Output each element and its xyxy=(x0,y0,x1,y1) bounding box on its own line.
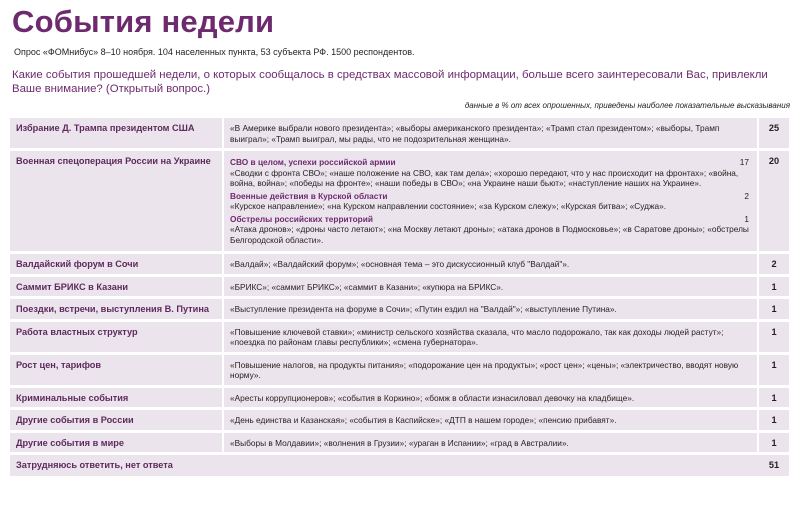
topic-value: 25 xyxy=(759,118,789,148)
results-table xyxy=(10,115,789,479)
table-row xyxy=(10,299,789,319)
page-title: События недели xyxy=(12,4,275,39)
topic-quotes: «В Америке выбрали нового президента»; «выборы американского президента»; «Трамп стал президентом»; «выборы, Трамп выиграл»; «Трамп выиграл, мы рады, что не подозрительная женщина». xyxy=(224,118,759,148)
topic-quotes: «Выступление президента на форуме в Сочи»; «Путин ездил на "Валдай"»; «выступление Путина». xyxy=(224,299,759,319)
topic-quotes: «Выборы в Молдавии»; «волнения в Грузии»; «ураган в Испании»; «град в Австралии». xyxy=(224,433,759,453)
table-row xyxy=(10,151,789,251)
topic-quotes: «Повышение налогов, на продукты питания»; «подорожание цен на продукты»; «рост цен»; «цены»; «электричество, вводят новую норму». xyxy=(224,355,759,385)
topic-label: Рост цен, тарифов xyxy=(10,355,224,385)
topic-label: Валдайский форум в Сочи xyxy=(10,254,224,274)
subtopic-value: 1 xyxy=(744,213,749,224)
topic-quotes: «Аресты коррупционеров»; «события в Коркино»; «бомж в области изнасиловал девочку на кладбище». xyxy=(224,388,759,408)
subtopic-quotes: «Курское направление»; «на Курском направлении состояние»; «за Курском слежу»; «Курская битва»; «Суджа». xyxy=(230,201,667,211)
topic-label: Другие события в мире xyxy=(10,433,224,453)
topic-label: Криминальные события xyxy=(10,388,224,408)
survey-question: Какие события прошедшей недели, о которых сообщалось в средствах массовой информации, больше всего заинтересовали Вас, привлекли Ваше внимание? (Открытый вопрос.) xyxy=(12,69,768,95)
topic-label: Работа властных структур xyxy=(10,322,224,352)
topic-label: Другие события в России xyxy=(10,410,224,430)
topic-quotes: «БРИКС»; «саммит БРИКС»; «саммит в Казани»; «купюра на БРИКС». xyxy=(224,277,759,297)
table-row xyxy=(10,433,789,453)
table-row xyxy=(10,254,789,274)
subtopic-label: Обстрелы российских территорий xyxy=(230,213,373,224)
data-note: данные в % от всех опрошенных, приведены наиболее показательные высказывания xyxy=(464,101,790,110)
no-answer-value: 51 xyxy=(759,455,789,476)
topic-quotes: «Повышение ключевой ставки»; «министр сельского хозяйства сказала, что масло подорожало, так как доходы людей растут»; «поездка по районам главы республики»; «смена губернатора». xyxy=(224,322,759,352)
topic-label: Избрание Д. Трампа президентом США xyxy=(10,118,224,148)
topic-value: 1 xyxy=(759,410,789,430)
topic-label: Саммит БРИКС в Казани xyxy=(10,277,224,297)
subtopic-label: Военные действия в Курской области xyxy=(230,190,388,201)
topic-quotes: «День единства и Казанская»; «события в Каспийске»; «ДТП в нашем городе»; «пенсию прибавят». xyxy=(224,410,759,430)
table-row xyxy=(10,277,789,297)
no-answer-label: Затрудняюсь ответить, нет ответа xyxy=(10,455,759,476)
table-row-no-answer xyxy=(10,455,789,476)
topic-value: 1 xyxy=(759,322,789,352)
survey-info: Опрос «ФОМнибус» 8–10 ноября. 104 населенных пункта, 53 субъекта РФ. 1500 респондентов. xyxy=(14,47,415,57)
table-row xyxy=(10,355,789,385)
table-row xyxy=(10,410,789,430)
topic-value: 20 xyxy=(759,151,789,251)
topic-subgroups xyxy=(224,151,759,251)
topic-value: 2 xyxy=(759,254,789,274)
subtopic-value: 17 xyxy=(739,157,749,167)
subtopic-label: СВО в целом, успехи российской армии xyxy=(230,157,396,167)
topic-label: Военная спецоперация России на Украине xyxy=(10,151,224,251)
table-row xyxy=(10,388,789,408)
subtopic-value: 2 xyxy=(744,190,749,201)
table-row xyxy=(10,322,789,352)
subtopic-heading xyxy=(230,191,751,202)
subtopic-quotes: «Атака дронов»; «дроны часто летают»; «на Москву летают дроны»; «атака дронов в Подмосковье»; «в Саратове дроны»; «обстрелы Белгородской области». xyxy=(230,224,749,245)
topic-value: 1 xyxy=(759,299,789,319)
topic-label: Поездки, встречи, выступления В. Путина xyxy=(10,299,224,319)
subtopic-quotes: «Сводки с фронта СВО»; «наше положение на СВО, как там дела»; «хорошо передают, что у нас происходит на фронтах»; «война, война, война»; «победы на фронте»; «наши победы в СВО»; «на Украине наши бьют»; «наступление наших на Украине». xyxy=(230,167,739,188)
topic-quotes: «Валдай»; «Валдайский форум»; «основная тема – это дискуссионный клуб "Валдай"». xyxy=(224,254,759,274)
subtopic-heading xyxy=(230,214,751,225)
subtopic-heading xyxy=(230,157,751,168)
topic-value: 1 xyxy=(759,355,789,385)
topic-value: 1 xyxy=(759,433,789,453)
topic-value: 1 xyxy=(759,277,789,297)
topic-value: 1 xyxy=(759,388,789,408)
table-row xyxy=(10,118,789,148)
